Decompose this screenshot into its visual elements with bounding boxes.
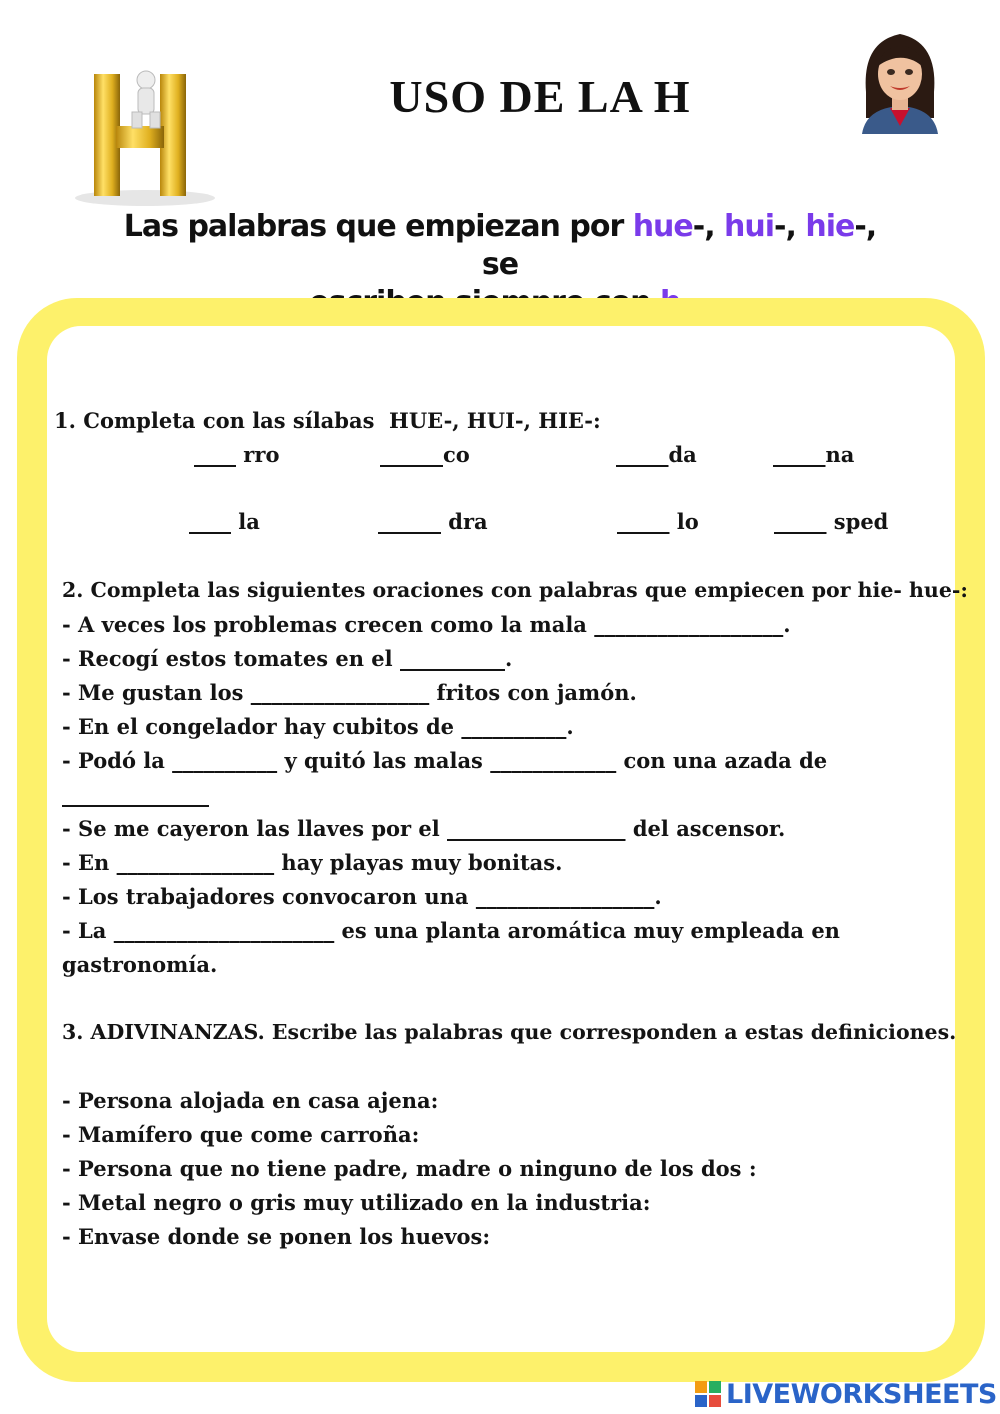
syllable-blank-4[interactable]: _____na [773,442,855,467]
exercise1-heading: 1. Completa con las sílabas HUE-, HUI-, HIE-: [54,408,601,433]
riddle-line[interactable]: - Envase donde se ponen los huevos: [62,1224,491,1249]
exercise2-heading: 2. Completa las siguientes oraciones con palabras que empiecen por hie- hue-: [62,578,968,602]
syllable-blank-6[interactable]: ______ dra [378,509,488,534]
syllable-blank-7[interactable]: _____ lo [617,509,699,534]
sentence-line[interactable]: - Se me cayeron las llaves por el _________________ del ascensor. [62,816,786,841]
watermark-text: LIVEWORKSHEETS [726,1378,997,1410]
sentence-line[interactable]: - La _____________________ es una planta aromática muy empleada en [62,918,840,943]
riddle-line[interactable]: - Metal negro o gris muy utilizado en la industria: [62,1190,651,1215]
syllable-blank-3[interactable]: _____da [616,442,697,467]
riddle-line[interactable]: - Mamífero que come carroña: [62,1122,420,1147]
liveworksheets-watermark[interactable] [694,1378,997,1410]
syllable-blank-8[interactable]: _____ sped [774,509,889,534]
sentence-line[interactable]: - Podó la __________ y quitó las malas ____________ con una azada de [62,748,828,773]
rule-separator: -, [774,209,806,244]
sentence-line[interactable]: - En el congelador hay cubitos de __________. [62,714,574,739]
syllable-blank-1[interactable]: ____ rro [194,442,280,467]
exercise3-heading: 3. ADIVINANZAS. Escribe las palabras que corresponden a estas definiciones. [62,1020,957,1044]
syllable-hui: hui [724,209,775,244]
letter-h-illustration [60,60,230,210]
syllable-hue: hue [632,209,693,244]
sentence-line[interactable]: - Me gustan los _________________ fritos con jamón. [62,680,637,705]
riddle-line[interactable]: - Persona que no tiene padre, madre o ninguno de los dos : [62,1156,757,1181]
syllable-blank-5[interactable]: ____ la [189,509,260,534]
syllable-hie: hie [805,209,855,244]
sentence-line[interactable]: - Recogí estos tomates en el __________. [62,646,513,671]
syllable-blank-2[interactable]: ______co [380,442,470,467]
liveworksheets-logo-icon [694,1380,722,1408]
sentence-line[interactable]: - Los trabajadores convocaron una _________________. [62,884,662,909]
sentence-line[interactable]: - En _______________ hay playas muy bonitas. [62,850,563,875]
rule-text: Las palabras que empiezan por [123,209,633,244]
riddle-line[interactable]: - Persona alojada en casa ajena: [62,1088,439,1113]
rule-text: -, se [481,209,877,282]
rule-separator: -, [692,209,725,244]
sentence-line[interactable]: - A veces los problemas crecen como la mala __________________. [62,612,791,637]
sentence-line: gastronomía. [62,952,218,977]
sentence-line[interactable]: ______________ [62,782,209,807]
teacher-avatar [852,22,948,134]
page-title: USO DE LA H [389,71,691,122]
